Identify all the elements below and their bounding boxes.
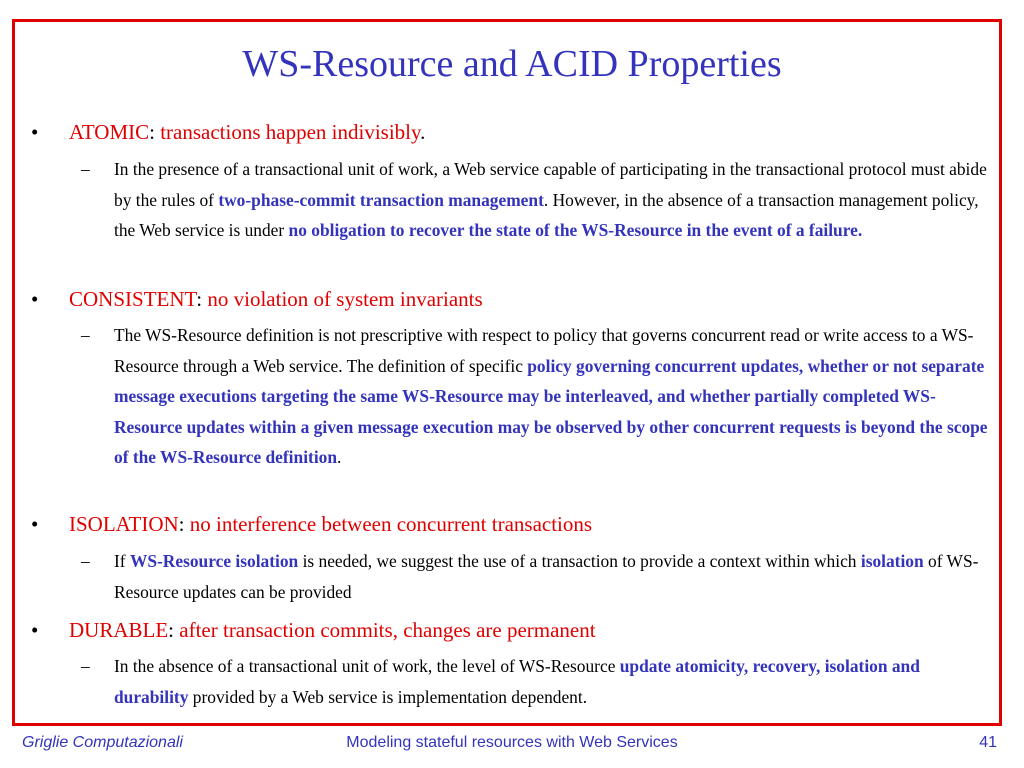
sub-text: In the presence of a transactional unit of work, a Web service capable of participating in the transactional protocol must abide by the rules of [114,159,987,210]
sub-bullet-durable [81,651,994,712]
sub-bullet-isolation [81,546,994,607]
bullet-separator: : [168,618,175,642]
sub-emphasis: isolation [860,551,924,571]
sub-emphasis: WS-Resource isolation [129,551,299,571]
sub-text: In the absence of a transactional unit of work, the level of WS-Resource [114,656,620,676]
bullet-atomic [31,119,426,145]
dash-icon: – [81,551,90,571]
bullet-dot-icon: • [31,120,39,144]
sub-emphasis: update atomicity, recovery, isolation and durability [114,656,920,707]
footer-course: Griglie Computazionali [22,734,183,751]
dash-icon: – [81,656,90,676]
bullet-description: no interference between concurrent transactions [189,512,593,536]
bullet-consistent [31,286,483,312]
sub-text: of WS-Resource updates can be provided [114,551,979,602]
sub-emphasis: two-phase-commit transaction management [218,189,544,210]
sub-bullet-atomic [81,154,994,246]
bullet-isolation [31,511,593,537]
bullet-keyword: ATOMIC [69,120,150,144]
slide-title: WS-Resource and ACID Properties [242,43,782,85]
dash-icon: – [81,159,90,179]
sub-emphasis: policy governing concurrent updates, whether or not separate message executions targeting the same WS-Resource may be interleaved, and whether partially completed WS-Resource updates within a given message execution may be observed by other concurrent requests is beyond the scope of the WS-Resource definition [114,355,988,467]
footer-topic: Modeling stateful resources with Web Services [346,734,678,751]
sub-text: . [337,447,342,467]
sub-emphasis: no obligation to recover the state of the WS-Resource in the event of a failure. [288,220,863,240]
bullet-description: no violation of system invariants [207,287,483,311]
bullet-dot-icon: • [31,618,39,642]
bullet-durable [31,617,596,643]
sub-bullet-consistent [81,320,994,473]
bullet-trailing: . [420,120,426,144]
sub-text: . However, in the absence of a transaction management policy, the Web service is under [114,189,979,240]
bullet-description: transactions happen indivisibly [160,120,421,144]
bullet-separator: : [149,120,155,144]
bullet-dot-icon: • [31,512,39,536]
bullet-dot-icon: • [31,287,39,311]
sub-text: If [114,551,130,571]
bullet-keyword: CONSISTENT [69,287,197,311]
bullet-description: after transaction commits, changes are permanent [179,618,596,642]
dash-icon: – [81,325,90,345]
bullet-keyword: DURABLE [69,618,169,642]
bullet-keyword: ISOLATION [69,512,179,536]
bullet-separator: : [178,512,185,536]
sub-text: provided by a Web service is implementation dependent. [188,686,588,707]
sub-text: The WS-Resource definition is not prescriptive with respect to policy that governs concurrent read or write access to a WS-Resource through a Web service. The definition of specific [114,325,974,376]
footer-page-number: 41 [979,734,997,751]
sub-text: is needed, we suggest the use of a transaction to provide a context within which [298,551,861,571]
bullet-separator: : [196,287,203,311]
